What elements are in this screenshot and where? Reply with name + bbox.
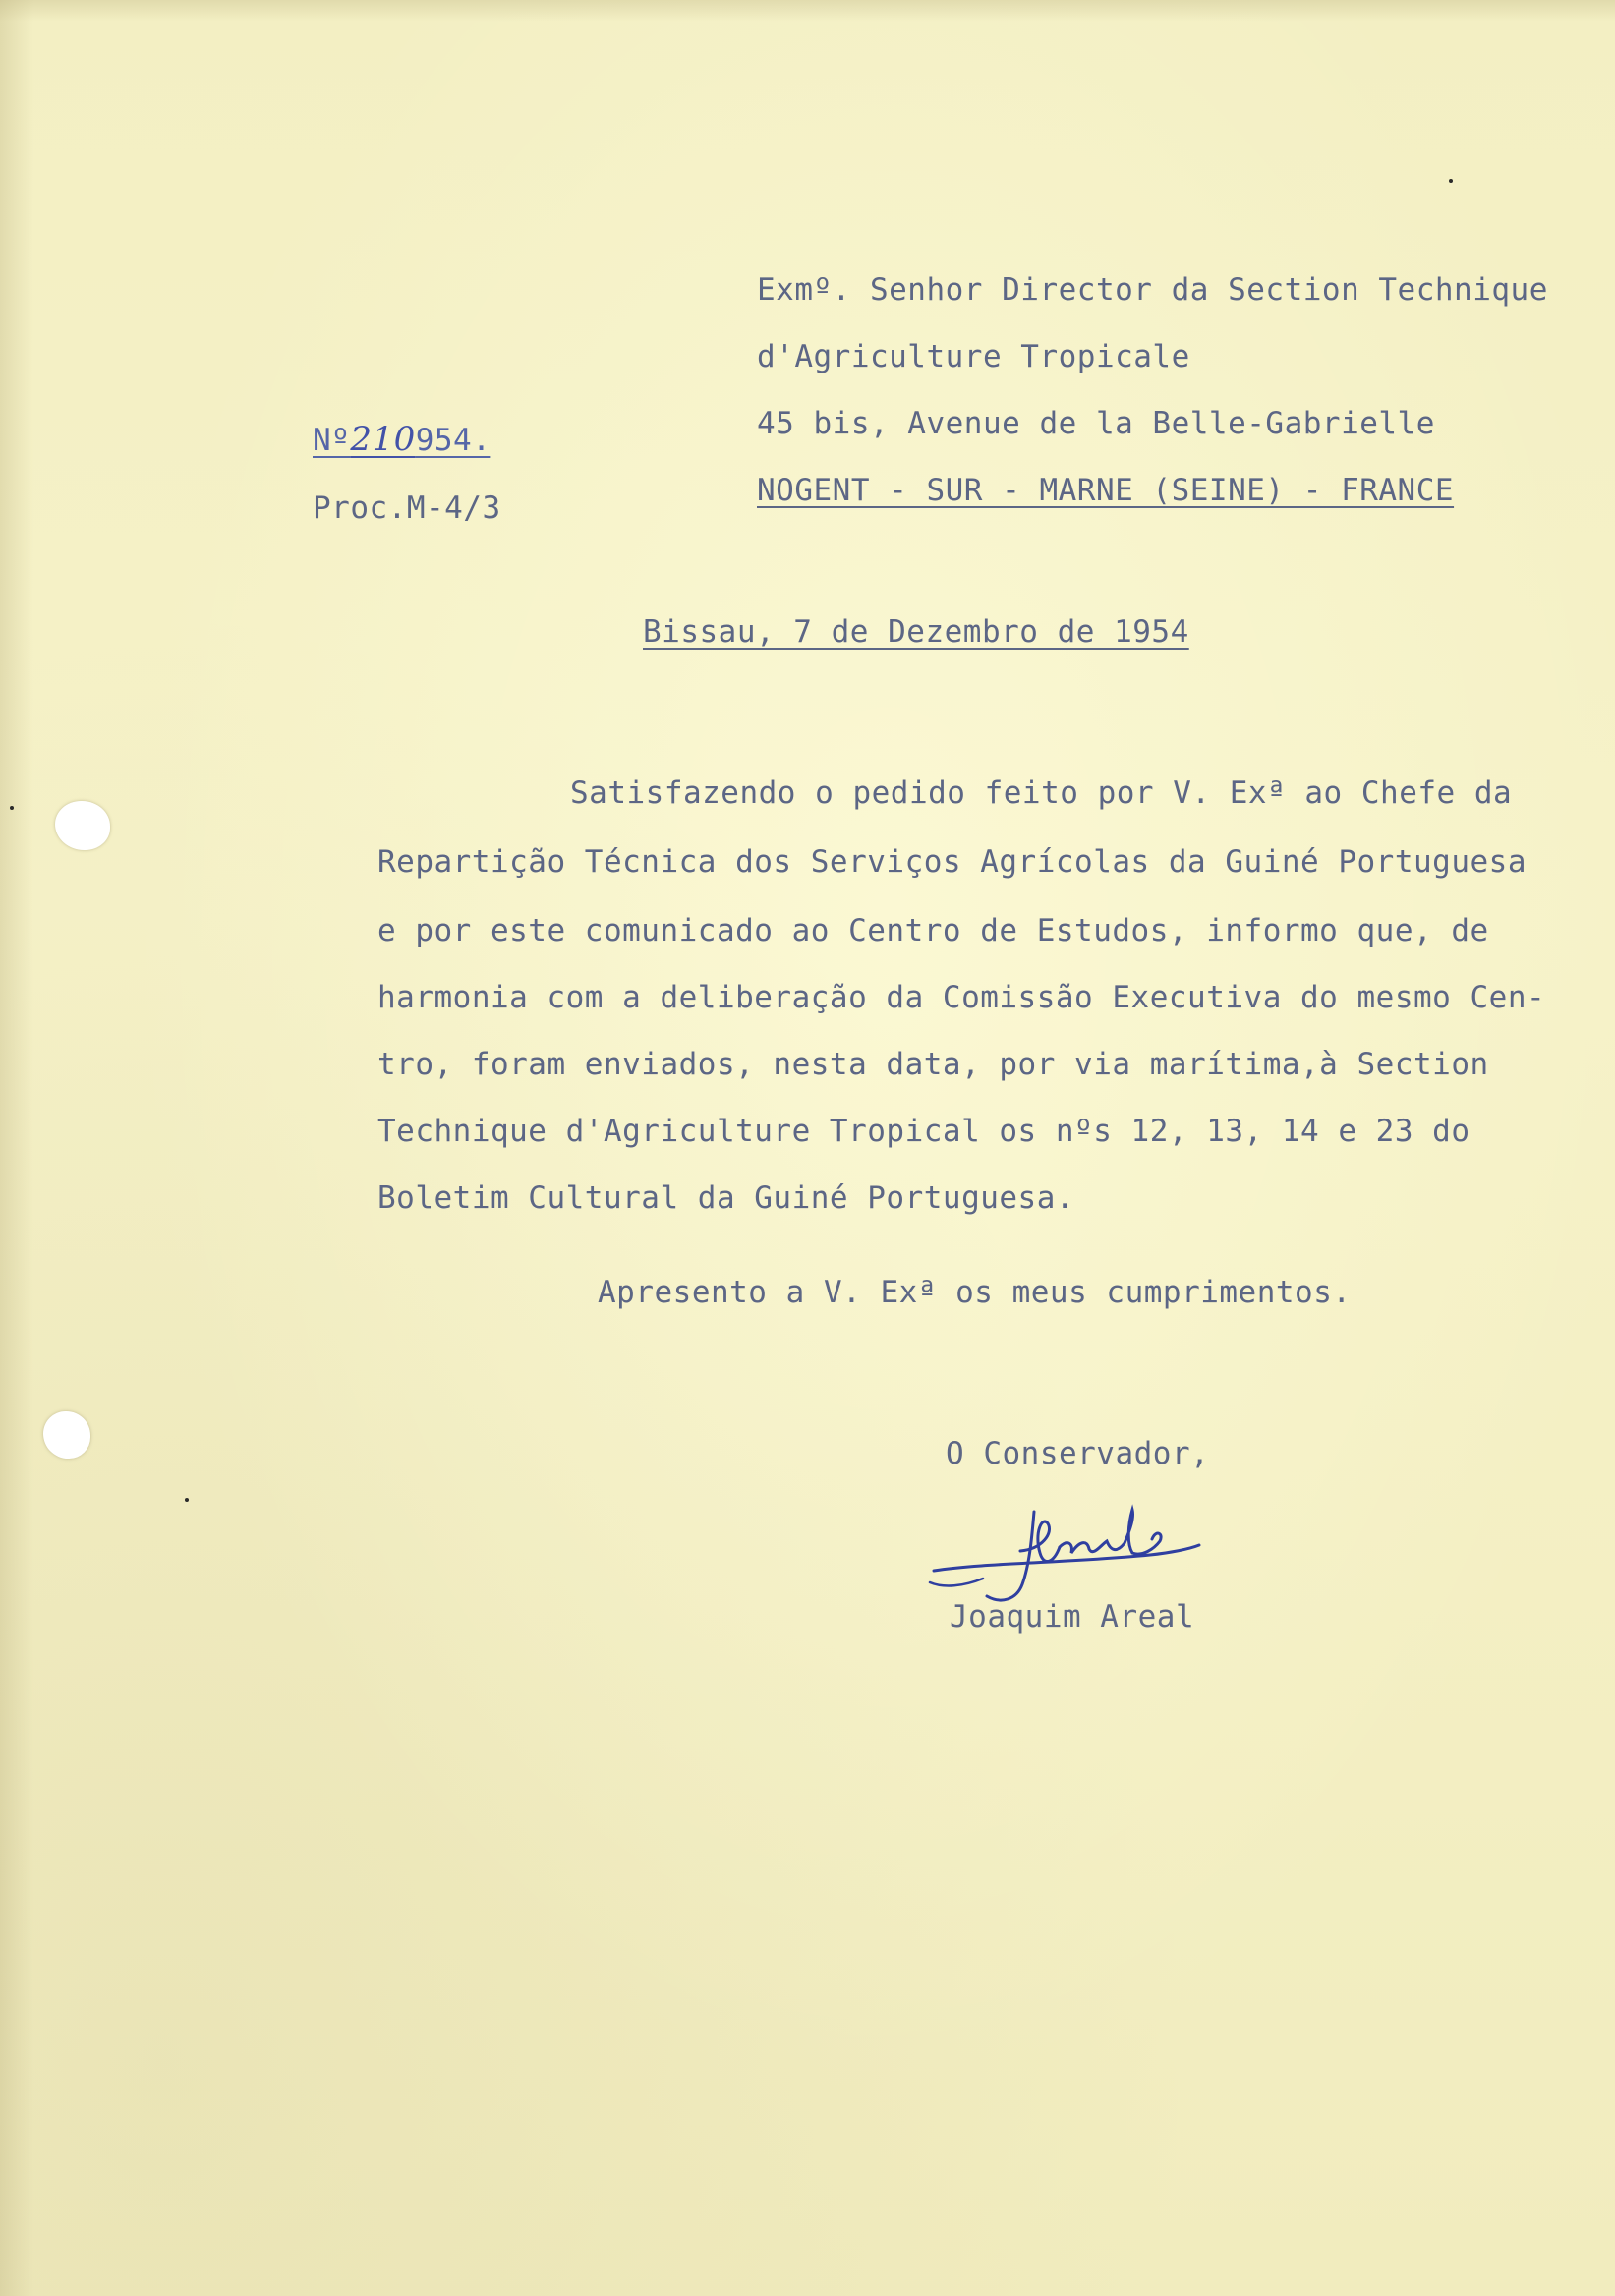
body-line: Boletim Cultural da Guiné Portuguesa. (377, 1180, 1075, 1216)
signature-drawing (924, 1494, 1219, 1612)
punch-hole-bottom (43, 1411, 90, 1459)
addressee-line-3: 45 bis, Avenue de la Belle-Gabrielle (757, 406, 1435, 441)
addressee-line-4: NOGENT - SUR - MARNE (SEINE) - FRANCE (757, 473, 1455, 508)
addressee-line-1: Exmº. Senhor Director da Section Technique (757, 272, 1548, 308)
paper-speck (1449, 179, 1453, 183)
body-line: harmonia com a deliberação da Comissão Executiva do mesmo Cen- (377, 980, 1546, 1015)
body-line: tro, foram enviados, nesta data, por via marítima,à Section (377, 1047, 1489, 1082)
reference-process: Proc.M-4/3 (313, 490, 501, 526)
signer-name: Joaquim Areal (950, 1599, 1195, 1635)
paper-shadow-top (0, 0, 1615, 22)
body-line: e por este comunicado ao Centro de Estudos, informo que, de (377, 913, 1489, 948)
body-line: Repartição Técnica dos Serviços Agrícolas da Guiné Portuguesa (377, 844, 1527, 880)
paper-speck (185, 1498, 189, 1502)
reference-number-handwritten: 210 (350, 420, 416, 459)
reference-number (313, 420, 491, 459)
reference-number-suffix: 954. (415, 423, 491, 458)
body-line: Technique d'Agriculture Tropical os nºs 12, 13, 14 e 23 do (377, 1114, 1471, 1149)
signoff: O Conservador, (946, 1436, 1210, 1471)
reference-number-prefix: Nº (313, 423, 351, 458)
body-line: Satisfazendo o pedido feito por V. Exª ao Chefe da (570, 775, 1513, 811)
closing-line: Apresento a V. Exª os meus cumprimentos. (598, 1275, 1352, 1310)
paper-shadow-left (0, 0, 33, 2296)
addressee-line-2: d'Agriculture Tropicale (757, 339, 1190, 374)
place-date: Bissau, 7 de Dezembro de 1954 (643, 614, 1189, 650)
paper-speck (10, 806, 14, 810)
punch-hole-top (55, 801, 110, 850)
